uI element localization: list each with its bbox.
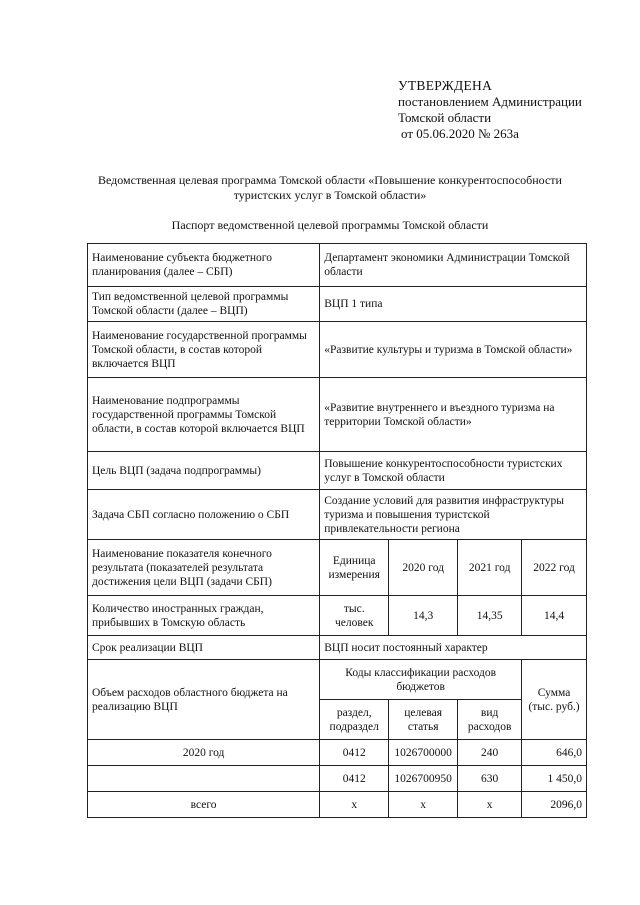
budget-header-row (88, 660, 587, 700)
budget-row (88, 740, 587, 766)
row-value: «Развитие культуры и туризма в Томской области» (320, 322, 587, 378)
table-row (88, 244, 587, 287)
budget-total-row (88, 792, 587, 818)
approval-line: постановлением Администрации (398, 94, 582, 109)
table-row (88, 490, 587, 540)
budget-type: х (458, 792, 522, 818)
budget-type: 630 (458, 766, 522, 792)
document-title: Ведомственная целевая программа Томской области «Повышение конкурентоспособности туристских услуг в Томской области» (98, 173, 562, 202)
budget-article: х (389, 792, 458, 818)
year-header: 2022 год (522, 540, 587, 596)
row-label: Задача СБП согласно положению о СБП (88, 490, 320, 540)
budget-label: Объем расходов областного бюджета на реализацию ВЦП (88, 660, 320, 740)
term-row (88, 636, 587, 660)
indicator-header-row (88, 540, 587, 596)
budget-row-label (88, 766, 320, 792)
indicator-value: 14,35 (458, 596, 522, 636)
budget-section: 0412 (320, 740, 389, 766)
row-value: Создание условий для развития инфраструктуры туризма и повышения туристской привлекательности региона (320, 490, 587, 540)
row-value: Повышение конкурентоспособности туристских услуг в Томской области (320, 452, 587, 490)
row-value: Департамент экономики Администрации Томской области (320, 244, 587, 287)
indicator-name: Количество иностранных граждан, прибывших в Томскую область (88, 596, 320, 636)
budget-sum: 1 450,0 (522, 766, 587, 792)
row-label: Наименование подпрограммы государственной программы Томской области, в состав которой включается ВЦП (88, 378, 320, 452)
budget-type: 240 (458, 740, 522, 766)
section-header: раздел, подраздел (320, 700, 389, 740)
indicator-value: 14,4 (522, 596, 587, 636)
budget-article: 1026700000 (389, 740, 458, 766)
article-header: целевая статья (389, 700, 458, 740)
budget-sum: 2096,0 (522, 792, 587, 818)
budget-article: 1026700950 (389, 766, 458, 792)
budget-row-label: всего (88, 792, 320, 818)
type-header: вид расходов (458, 700, 522, 740)
year-header: 2020 год (389, 540, 458, 596)
approval-title: УТВЕРЖДЕНА (398, 78, 493, 93)
row-label: Наименование государственной программы Томской области, в состав которой включается ВЦП (88, 322, 320, 378)
budget-section: 0412 (320, 766, 389, 792)
row-value: «Развитие внутреннего и въездного туризма на территории Томской области» (320, 378, 587, 452)
row-label: Тип ведомственной целевой программы Томской области (далее – ВЦП) (88, 287, 320, 322)
passport-table (87, 243, 587, 818)
budget-sum: 646,0 (522, 740, 587, 766)
table-row (88, 452, 587, 490)
indicator-unit: тыс. человек (320, 596, 389, 636)
table-row (88, 378, 587, 452)
year-header: 2021 год (458, 540, 522, 596)
indicator-row (88, 596, 587, 636)
unit-header: Единица измерения (320, 540, 389, 596)
indicator-label: Наименование показателя конечного результата (показателей результата достижения цели ВЦП (задачи СБП) (88, 540, 320, 596)
table-row (88, 287, 587, 322)
term-label: Срок реализации ВЦП (88, 636, 320, 660)
row-label: Цель ВЦП (задача подпрограммы) (88, 452, 320, 490)
budget-row-label: 2020 год (88, 740, 320, 766)
row-value: ВЦП 1 типа (320, 287, 587, 322)
passport-title: Паспорт ведомственной целевой программы Томской области (171, 218, 489, 232)
budget-row (88, 766, 587, 792)
approval-stamp (398, 78, 582, 142)
approval-date: от 05.06.2020 № 263а (401, 126, 519, 141)
sum-header: Сумма (тыс. руб.) (522, 660, 587, 740)
indicator-value: 14,3 (389, 596, 458, 636)
approval-line: Томской области (398, 110, 492, 125)
row-label: Наименование субъекта бюджетного планирования (далее – СБП) (88, 244, 320, 287)
codes-header: Коды классификации расходов бюджетов (320, 660, 522, 700)
term-value: ВЦП носит постоянный характер (320, 636, 587, 660)
table-row (88, 322, 587, 378)
budget-section: х (320, 792, 389, 818)
